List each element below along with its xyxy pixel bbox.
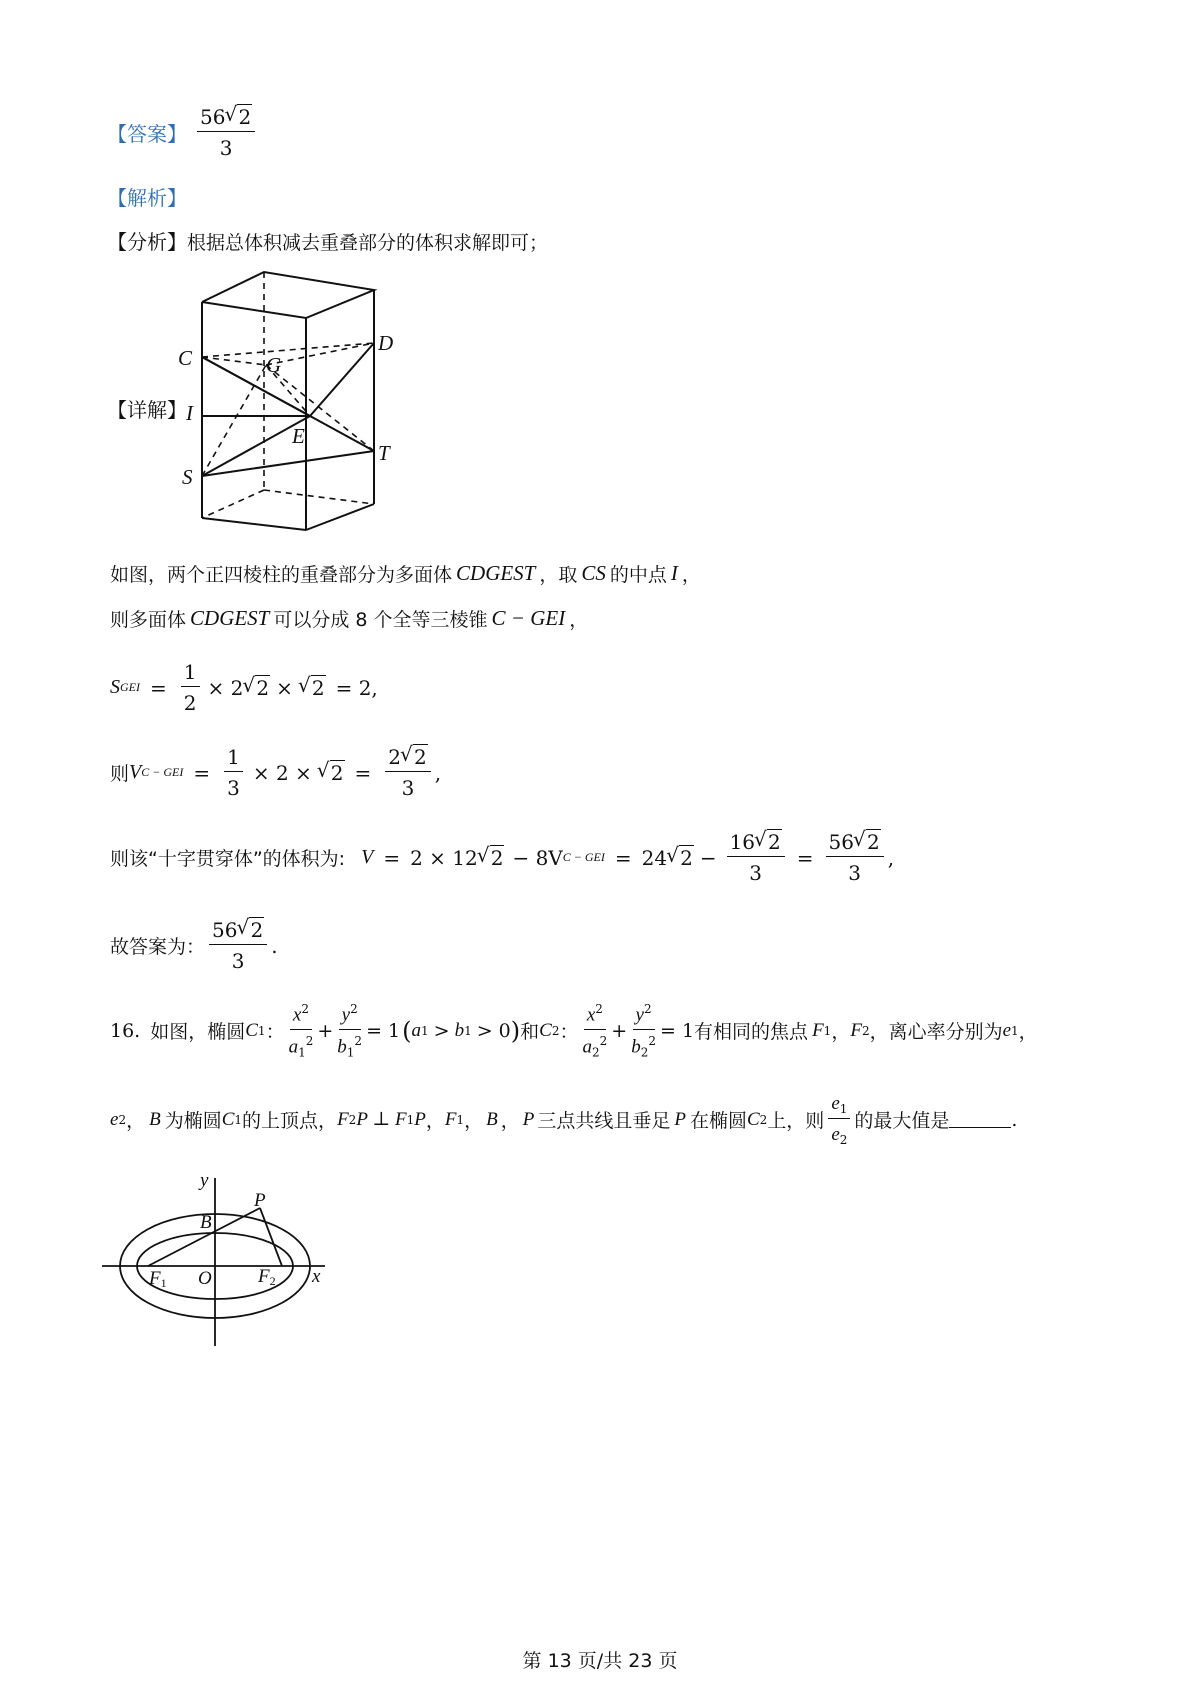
label-F2: F2 xyxy=(258,1266,276,1288)
answer-row xyxy=(107,105,259,160)
overview-tag: 【分析】 xyxy=(107,230,187,254)
label-D: D xyxy=(378,331,394,355)
label-C: C xyxy=(178,346,193,370)
label-P: P xyxy=(254,1190,266,1211)
answer-fraction: $\frac{56√ 2}{3}$ xyxy=(197,105,255,160)
total-volume-formula: 则该“十字贯穿体”的体积为: V = 2 × 12 √ 2 − 8V C − GEI = 24 √ 2 − $\frac{16√ 2}{3}$ = $\frac{56√ 2}{3}$ , xyxy=(110,830,894,885)
label-I: I xyxy=(186,401,193,425)
overview-row xyxy=(107,226,548,255)
page-footer: 第 13 页/共 23 页 xyxy=(522,1650,678,1672)
overview-text: 根据总体积减去重叠部分的体积求解即可； xyxy=(187,232,549,254)
detail-tag: 【详解】 xyxy=(107,398,187,422)
label-T: T xyxy=(378,441,390,465)
answer-tag: 【答案】 xyxy=(107,122,187,146)
final-answer: 故答案为： $\frac{56√ 2}{3}$ . xyxy=(110,918,278,973)
label-S: S xyxy=(182,465,193,489)
analysis-tag: 【解析】 xyxy=(107,186,187,210)
label-E: E xyxy=(292,424,305,448)
axis-x-label: x xyxy=(312,1266,321,1287)
label-O: O xyxy=(198,1268,212,1289)
problem16-line1: 16. 如图，椭圆 C 1 ： $\frac{x^2}{a_1^2}$ + $\frac{y^2}{b_1^2}$ = 1 ( a 1 > b 1 > 0 ) 和 C 2 ： $\frac{x^2}{a_2^2}$ + $\frac{y^2}{b_2^2}$ = 1 有相同的焦点 F 1 ， F 2 ，离心率分别为 e 1 ， xyxy=(110,1002,1038,1060)
label-F1: F1 xyxy=(149,1268,167,1290)
volume-formula: 则 V C − GEI = $\frac{1}{3}$ × 2 × √ 2 = $\frac{2√ 2}{3}$ , xyxy=(110,745,441,800)
answer-blank xyxy=(949,1111,1011,1128)
label-B: B xyxy=(200,1212,212,1233)
solution-line-1: 如图，两个正四棱柱的重叠部分为多面体 CDGEST ，取 CS 的中点 I ， xyxy=(110,561,701,586)
area-formula: S GEI = $\frac{1}{2}$ × 2 √ 2 × √ 2 = 2, xyxy=(110,660,378,715)
prism-figure xyxy=(170,268,410,538)
problem16-line2: e 2 ， B 为椭圆 C 1 的上顶点， F 2 P ⊥ F 1 P ， F 1 ， B ， P 三点共线且垂足 P 在椭圆 C 2 上，则 $\frac{e_1}{e_2}$ 的最大值是 . xyxy=(110,1093,1018,1148)
ellipse-figure xyxy=(100,1170,340,1350)
label-G: G xyxy=(266,353,282,377)
solution-line-2: 则多面体 CDGEST 可以分成 8 个全等三棱锥 C − GEI ， xyxy=(110,606,589,631)
axis-y-label: y xyxy=(200,1170,209,1191)
